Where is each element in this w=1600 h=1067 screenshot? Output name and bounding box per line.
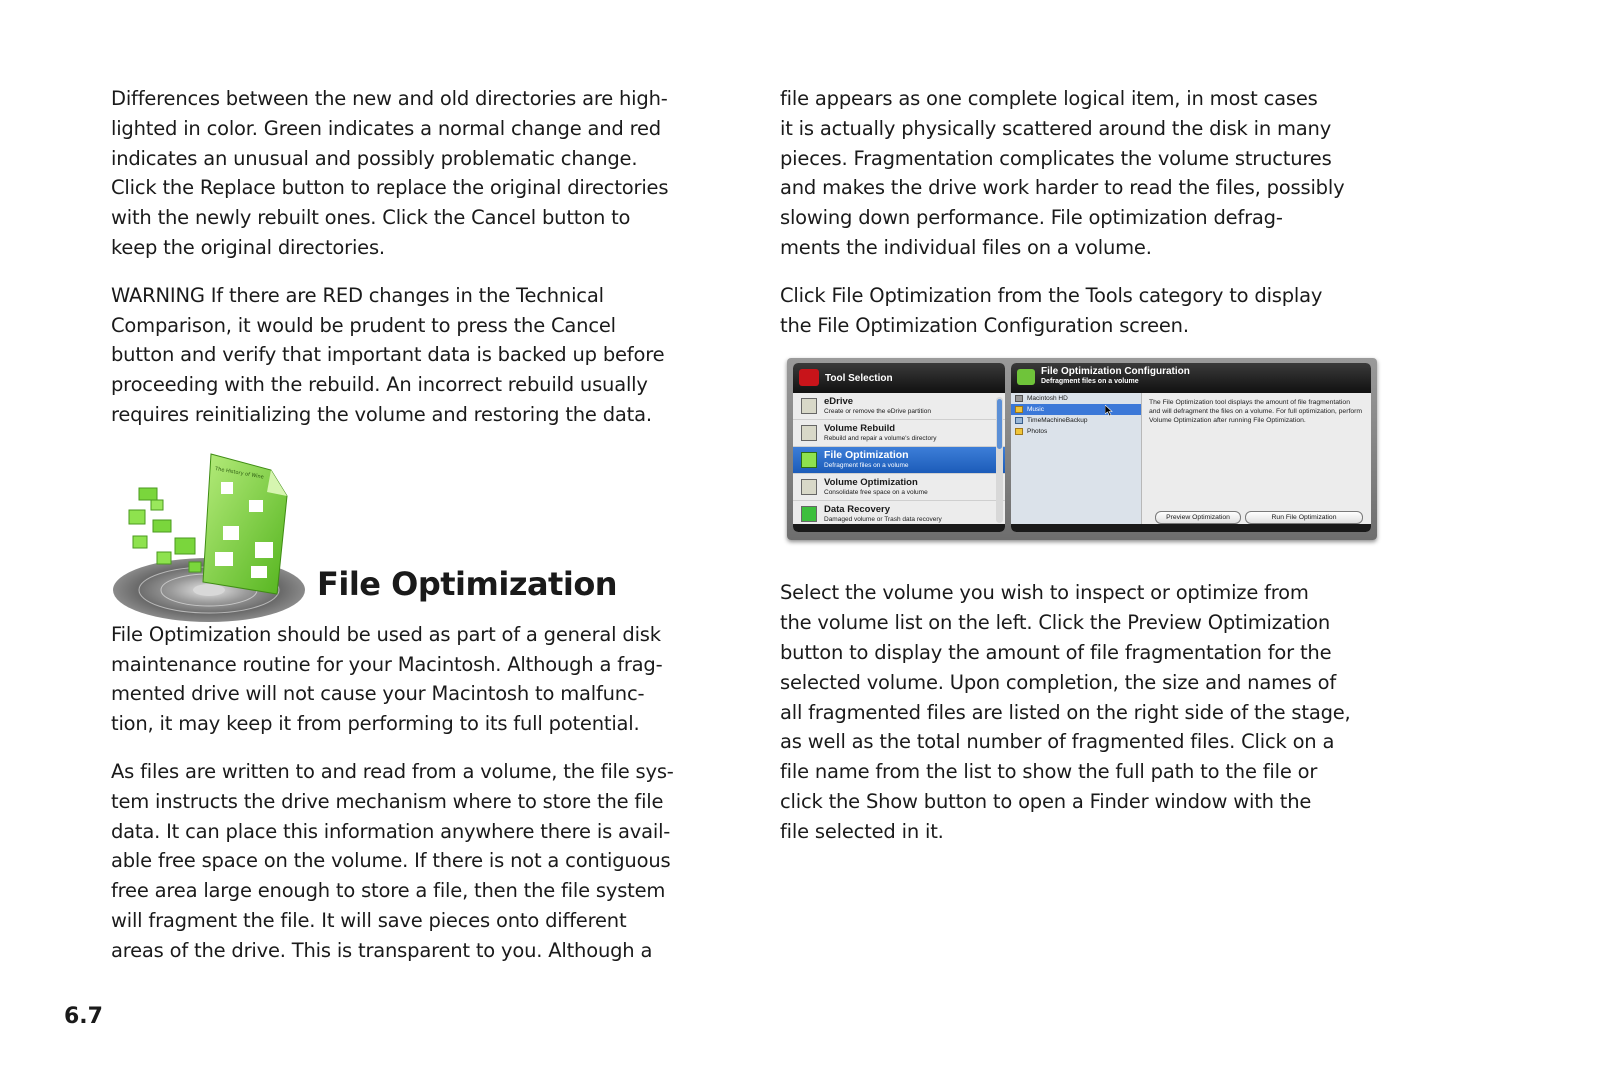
config-header bbox=[1011, 363, 1371, 393]
config-subtitle: Defragment files on a volume bbox=[1041, 378, 1139, 386]
paragraph-overview: File Optimization should be used as part of a general disk maintenance routine for your Macintosh. Although a frag- mented drive will not cause your Macintosh to malfunc- tion, it may keep it from performing to its full potential. bbox=[111, 622, 663, 736]
left-column bbox=[111, 84, 711, 984]
volume-item[interactable] bbox=[1011, 426, 1141, 437]
tool-item-edrive[interactable] bbox=[793, 393, 1005, 420]
section-header bbox=[111, 448, 711, 620]
cursor-icon bbox=[1105, 405, 1113, 416]
tool-selection-pane bbox=[793, 363, 1005, 532]
volume-item[interactable] bbox=[1011, 404, 1141, 415]
paragraph-directories: Differences between the new and old directories are high- lighted in color. Green indicates a normal change and red indicates an unusual and possibly problematic change. Click the Replace button to replace the original directories with the newly rebuilt ones. Click the Cancel button to keep the original directories. bbox=[111, 87, 669, 259]
right-column bbox=[780, 84, 1390, 865]
hard-drive-icon bbox=[1015, 395, 1023, 402]
tool-item-volume-rebuild[interactable] bbox=[793, 420, 1005, 447]
edrive-icon bbox=[801, 398, 817, 414]
tool-name: File Optimization bbox=[824, 449, 909, 462]
volume-optimization-icon bbox=[801, 479, 817, 495]
tool-desc: Rebuild and repair a volume's directory bbox=[824, 435, 937, 443]
section-heading: File Optimization bbox=[317, 564, 618, 603]
tool-item-volume-optimization[interactable] bbox=[793, 474, 1005, 501]
volume-name: TimeMachineBackup bbox=[1027, 417, 1088, 425]
volume-list bbox=[1011, 393, 1142, 524]
page-number: 6.7 bbox=[64, 1004, 103, 1029]
file-optimization-illustration bbox=[111, 448, 311, 624]
tool-desc: Defragment files on a volume bbox=[824, 462, 909, 470]
tool-item-file-optimization[interactable] bbox=[793, 447, 1005, 474]
file-optimization-icon bbox=[801, 452, 817, 468]
paragraph-instructions: Click File Optimization from the Tools category to display the File Optimization Configuration screen. bbox=[780, 283, 1323, 337]
hard-drive-icon bbox=[1015, 406, 1023, 413]
tool-desc: Consolidate free space on a volume bbox=[824, 489, 928, 497]
volume-item[interactable] bbox=[1011, 393, 1141, 404]
volume-name: Macintosh HD bbox=[1027, 395, 1068, 403]
preview-optimization-button[interactable]: Preview Optimization bbox=[1155, 511, 1241, 524]
tool-description: The File Optimization tool displays the amount of file fragmentation and will defragment the files on a volume. For full optimization, perform Volume Optimization after running File Optimization. bbox=[1149, 399, 1363, 424]
app-screenshot bbox=[787, 358, 1377, 540]
tool-name: Volume Optimization bbox=[824, 477, 918, 489]
file-optimization-config-pane bbox=[1011, 363, 1371, 532]
config-title: File Optimization Configuration bbox=[1041, 366, 1190, 378]
scrollbar-thumb[interactable] bbox=[997, 399, 1002, 449]
toolbox-icon bbox=[799, 369, 819, 386]
data-recovery-icon bbox=[801, 506, 817, 522]
volume-name: Photos bbox=[1027, 428, 1048, 436]
paragraph-fragmentation-cont: file appears as one complete logical item, in most cases it is actually physically scattered around the disk in many pieces. Fragmentation complicates the volume structures and makes the drive work harder to read the files, possibly slowing down performance. File optimization defrag- ments the individual files on a volume. bbox=[780, 87, 1345, 259]
volume-item[interactable] bbox=[1011, 415, 1141, 426]
tool-selection-title: Tool Selection bbox=[825, 373, 893, 385]
tool-name: eDrive bbox=[824, 396, 854, 408]
hard-drive-icon bbox=[1015, 428, 1023, 435]
tool-selection-header bbox=[793, 363, 1005, 393]
paragraph-fragmentation: As files are written to and read from a volume, the file sys- tem instructs the drive mechanism where to store the file data. It can place this information anywhere there is avail- able free space on the volume. If there is not a contiguous free area large enough to store a file, then the file system will fragment the file. It will save pieces onto different areas of the drive. This is transparent to you. Although a bbox=[111, 759, 674, 962]
paragraph-select-volume: Select the volume you wish to inspect or optimize from the volume list on the left. Click the Preview Optimization button to display the amount of file fragmentation for the selected volume. Upon completion, the size and names of all fragmented files are listed on the right side of the stage, as well as the total number of fragmented files. Click on a file name from the list to show the full path to the file or click the Show button to open a Finder window with the file selected in it. bbox=[780, 581, 1351, 843]
warning-paragraph: WARNING If there are RED changes in the Technical Comparison, it would be prudent to press the Cancel button and verify that important data is backed up before proceeding with the rebuild. An incorrect rebuild usually requires reinitializing the volume and restoring the data. bbox=[111, 283, 665, 426]
run-file-optimization-button[interactable]: Run File Optimization bbox=[1245, 511, 1363, 524]
hard-drive-icon bbox=[1015, 417, 1023, 424]
pane-footer bbox=[1011, 524, 1371, 532]
file-optimization-header-icon bbox=[1017, 369, 1035, 385]
volume-rebuild-icon bbox=[801, 425, 817, 441]
illustration-doc-title: The History of Wine bbox=[214, 465, 265, 481]
tool-list-scrollbar[interactable] bbox=[996, 397, 1003, 523]
volume-name: Music bbox=[1027, 406, 1044, 414]
tool-desc: Create or remove the eDrive partition bbox=[824, 408, 931, 416]
tool-name: Data Recovery bbox=[824, 504, 891, 516]
tool-name: Volume Rebuild bbox=[824, 423, 896, 435]
tool-desc: Damaged volume or Trash data recovery bbox=[824, 516, 942, 524]
pane-footer bbox=[793, 524, 1005, 532]
